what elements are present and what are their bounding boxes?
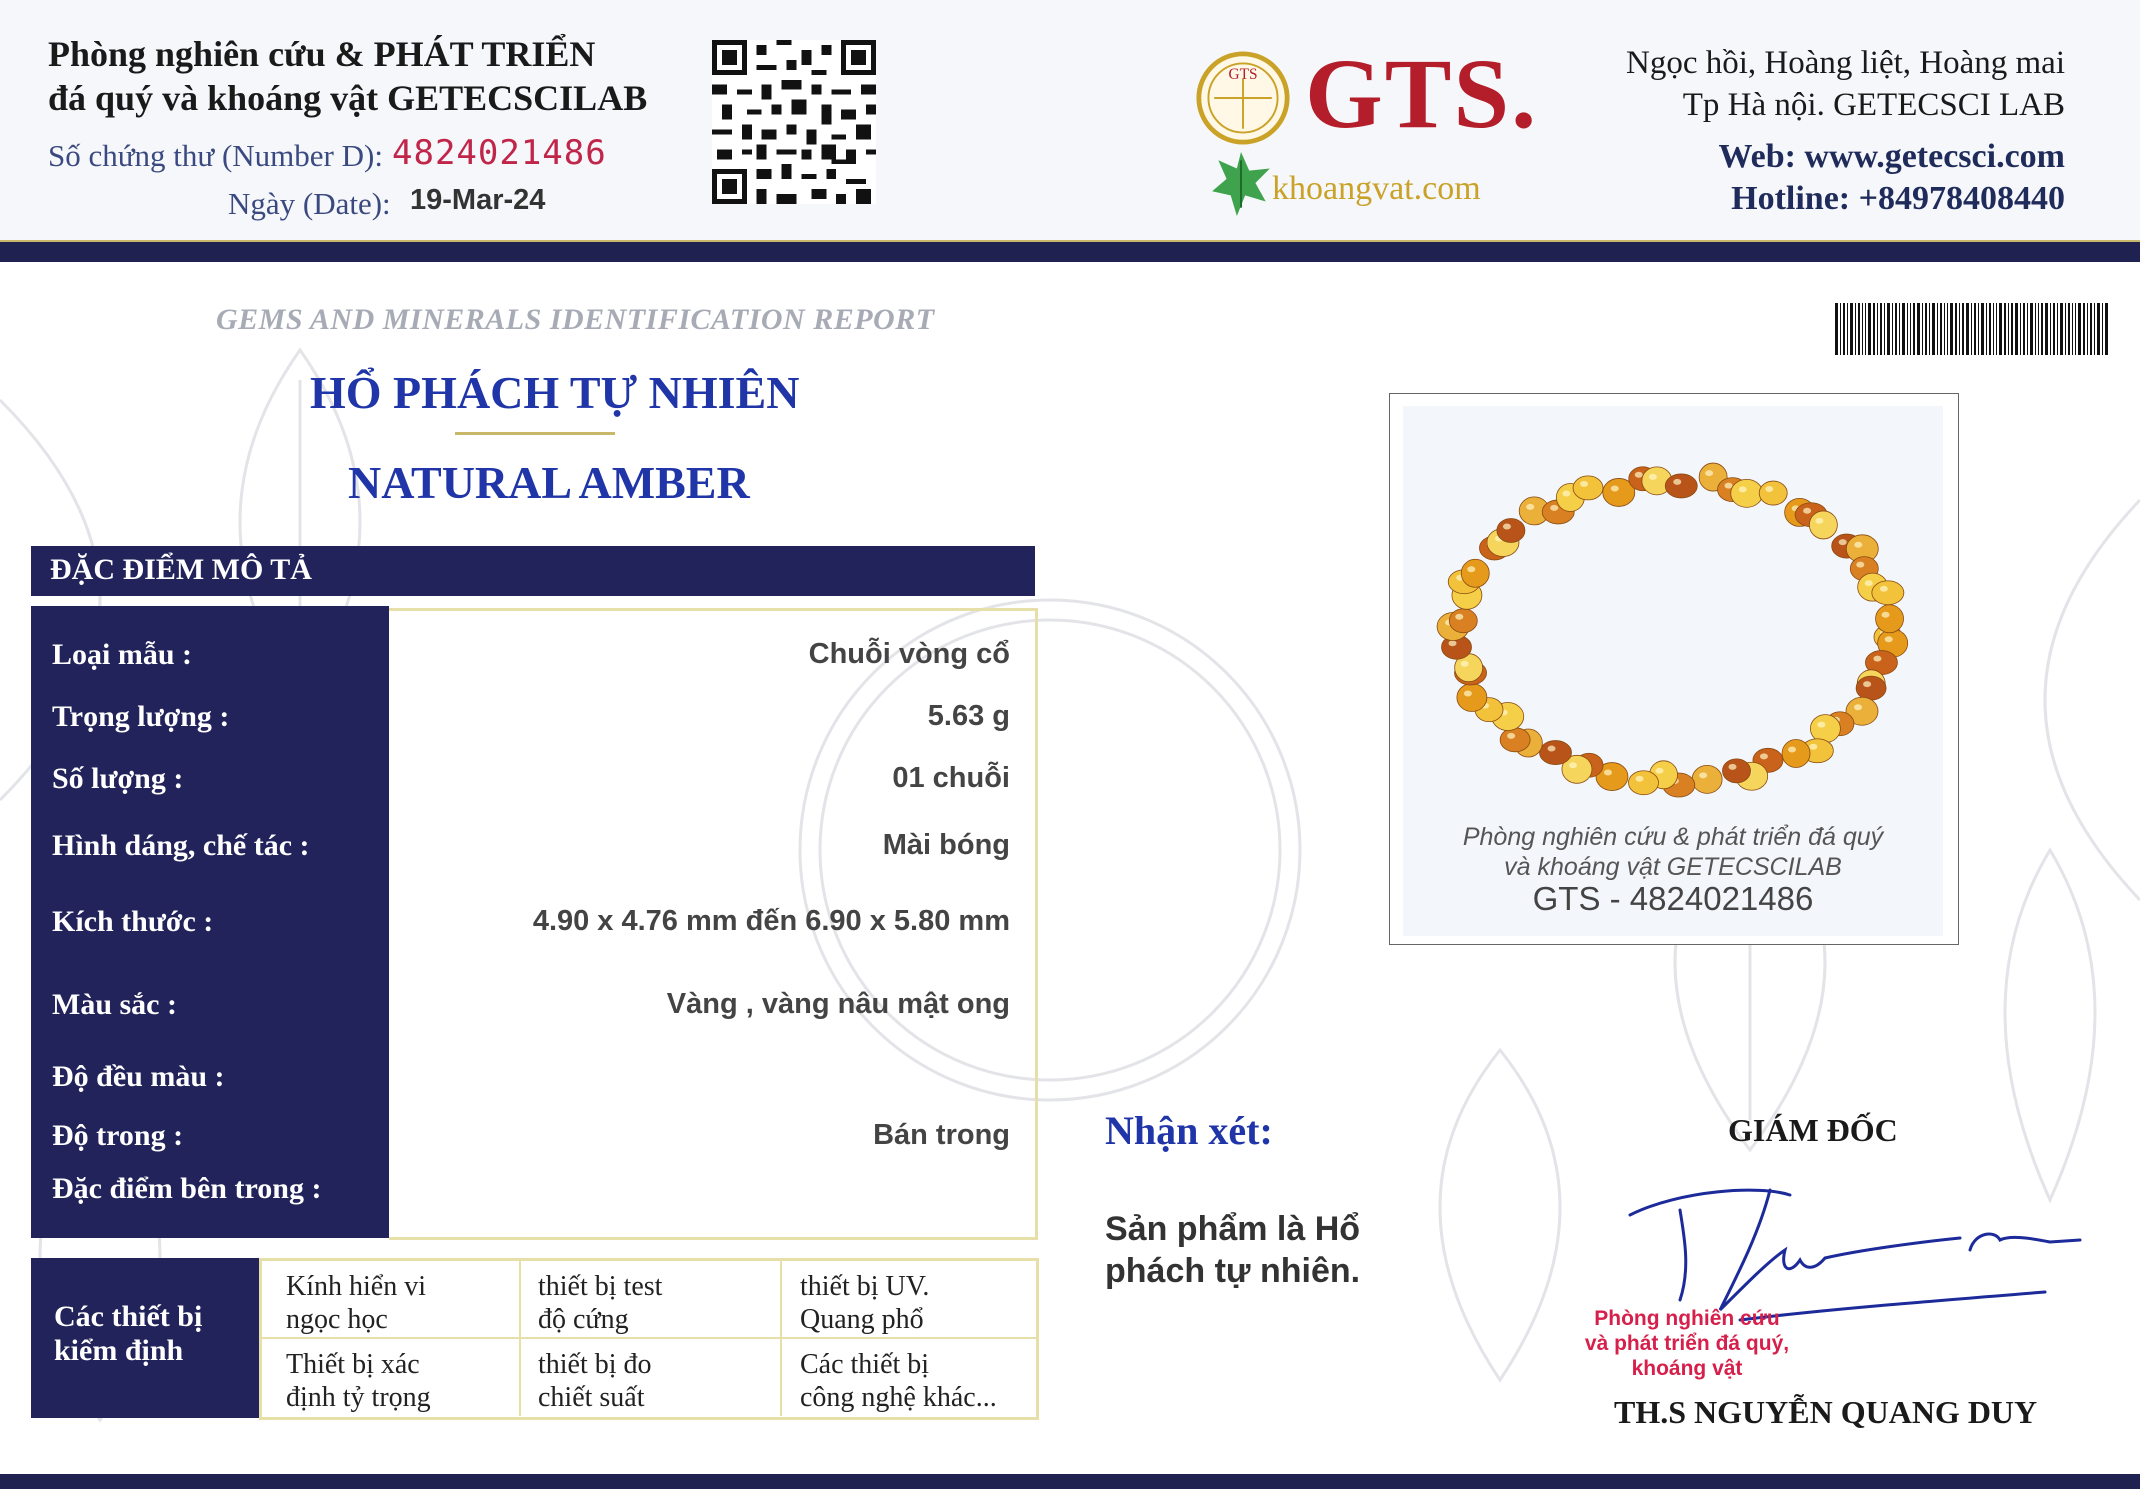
label-dimensions: Kích thước :: [52, 905, 214, 938]
address-line2: Tp Hà nội. GETECSCI LAB: [1682, 87, 2065, 123]
description-heading: ĐẶC ĐIỂM MÔ TẢ: [50, 553, 312, 586]
amber-bead-highlight: [1656, 768, 1664, 774]
cert-number-label: Số chứng thư (Number D):: [48, 138, 383, 173]
equipment-cell-line2: định tỷ trọng: [286, 1382, 431, 1413]
lab-name-line2: đá quý và khoáng vật GETECSCILAB: [48, 78, 648, 118]
value-weight: 5.63 g: [927, 700, 1010, 732]
amber-bead-highlight: [1449, 640, 1457, 646]
director-title: GIÁM ĐỐC: [1728, 1112, 1898, 1148]
photo-caption-line2: và khoáng vật GETECSCILAB: [1504, 853, 1842, 881]
amber-bead-highlight: [1863, 681, 1871, 687]
title-vietnamese: HỔ PHÁCH TỰ NHIÊN: [310, 367, 800, 418]
amber-bead-highlight: [1885, 636, 1893, 642]
value-transparency: Bán trong: [873, 1119, 1010, 1151]
amber-bead: [1809, 511, 1837, 539]
gts-seal-logo-icon: [1195, 50, 1291, 146]
address-line1: Ngọc hồi, Hoàng liệt, Hoàng mai: [1626, 45, 2065, 81]
amber-bead-highlight: [1635, 472, 1643, 478]
value-dimensions: 4.90 x 4.76 mm đến 6.90 x 5.80 mm: [532, 905, 1010, 937]
amber-bead-highlight: [1569, 762, 1577, 768]
amber-bead: [1497, 518, 1525, 542]
label-sample-type: Loại mẫu :: [52, 638, 193, 671]
amber-bead-highlight: [1526, 504, 1534, 510]
remarks-label: Nhận xét:: [1105, 1108, 1273, 1153]
date-label: Ngày (Date):: [228, 186, 391, 221]
value-color: Vàng , vàng nâu mật ong: [666, 988, 1010, 1020]
equipment-divider: [259, 1337, 1039, 1339]
amber-bead: [1457, 683, 1487, 711]
label-inclusions: Đặc điểm bên trong :: [52, 1172, 322, 1205]
amber-bead: [1759, 481, 1787, 505]
amber-bead-highlight: [1464, 690, 1472, 696]
amber-bead-highlight: [1803, 508, 1811, 514]
title-divider: [455, 432, 615, 435]
equipment-cell: [800, 1270, 929, 1336]
qr-code-icon[interactable]: [712, 40, 876, 204]
amber-bead-highlight: [1765, 486, 1773, 492]
amber-bead-highlight: [1788, 746, 1796, 752]
stamp-line3: khoáng vật: [1631, 1357, 1743, 1380]
brand-name: GTS.: [1305, 38, 1539, 149]
header-navy-bar: [0, 242, 2140, 262]
label-quantity: Số lượng :: [52, 762, 184, 795]
date-value: 19-Mar-24: [410, 184, 546, 216]
equipment-cell: [538, 1270, 662, 1336]
amber-bead-highlight: [1635, 776, 1643, 782]
equipment-cell-line1: thiết bị đo: [538, 1349, 652, 1380]
amber-bead: [1573, 476, 1603, 500]
amber-bead-highlight: [1739, 486, 1747, 492]
amber-bead-highlight: [1856, 562, 1864, 568]
label-shape-cut: Hình dáng, chế tác :: [52, 829, 310, 862]
website-link[interactable]: Web: www.getecsci.com: [1718, 138, 2065, 175]
signer-name: TH.S NGUYỄN QUANG DUY: [1614, 1394, 2038, 1430]
amber-bead-highlight: [1507, 733, 1515, 739]
cert-number: 4824021486: [392, 133, 607, 173]
amber-bead-highlight: [1873, 656, 1881, 662]
amber-bead-highlight: [1854, 542, 1862, 548]
amber-bead-highlight: [1880, 586, 1888, 592]
amber-bead-highlight: [1725, 483, 1733, 489]
equipment-heading: [54, 1300, 202, 1368]
amber-bead: [1461, 559, 1489, 587]
amber-bead-highlight: [1611, 485, 1619, 491]
equipment-cell-line1: thiết bị UV.: [800, 1271, 930, 1302]
hotline: Hotline: +84978408440: [1731, 180, 2065, 217]
amber-bead: [1628, 771, 1658, 795]
amber-bead-highlight: [1760, 753, 1768, 759]
amber-bead: [1449, 609, 1477, 633]
amber-bead-highlight: [1580, 481, 1588, 487]
equipment-cell-line1: thiết bị test: [538, 1271, 663, 1302]
remarks-text: Sản phẩm là Hổ phách tự nhiên.: [1105, 1210, 1361, 1290]
title-english: NATURAL AMBER: [348, 457, 750, 508]
lab-stamp: [1522, 1306, 1852, 1381]
contact-info: [1718, 136, 2065, 220]
label-color-uniformity: Độ đều màu :: [52, 1060, 225, 1093]
equipment-cell: [800, 1348, 997, 1414]
lab-name-line1: Phòng nghiên cứu & PHÁT TRIỂN: [48, 34, 596, 74]
gts-seal-text: GTS: [1228, 65, 1258, 83]
barcode-icon: [1835, 303, 2110, 355]
value-sample-type: Chuỗi vòng cổ: [808, 638, 1010, 670]
report-subtitle: GEMS AND MINERALS IDENTIFICATION REPORT: [216, 303, 935, 336]
equipment-cell-line1: Kính hiển vi: [286, 1271, 426, 1302]
value-quantity: 01 chuỗi: [892, 762, 1010, 794]
equipment-cell: [286, 1348, 431, 1414]
amber-bead-highlight: [1467, 566, 1475, 572]
amber-bead-highlight: [1548, 746, 1556, 752]
amber-bead: [1810, 715, 1840, 743]
lab-name: [48, 32, 647, 120]
amber-bead-highlight: [1550, 505, 1558, 511]
amber-bead-highlight: [1503, 523, 1511, 529]
amber-bead: [1872, 581, 1904, 605]
amber-bead: [1731, 479, 1763, 507]
leaf-logo-icon: [1210, 150, 1272, 218]
amber-bead-highlight: [1562, 490, 1570, 496]
amber-bead-highlight: [1839, 539, 1847, 545]
equipment-cell-line2: ngọc học: [286, 1304, 388, 1335]
label-color: Màu sắc :: [52, 988, 177, 1021]
amber-bead-highlight: [1865, 580, 1873, 586]
equipment-cell: [286, 1270, 426, 1336]
amber-bead-highlight: [1882, 612, 1890, 618]
amber-bead-highlight: [1673, 479, 1681, 485]
equipment-cell-line2: chiết suất: [538, 1382, 645, 1413]
value-shape-cut: Mài bóng: [882, 829, 1010, 861]
equipment-cell: [538, 1348, 652, 1414]
amber-bead-highlight: [1729, 764, 1737, 770]
amber-bead-highlight: [1815, 518, 1823, 524]
stamp-line1: Phòng nghiên cứu: [1594, 1307, 1780, 1330]
amber-bead: [1540, 741, 1572, 765]
label-transparency: Độ trong :: [52, 1119, 184, 1152]
amber-bead-highlight: [1817, 722, 1825, 728]
amber-bead-highlight: [1604, 770, 1612, 776]
equipment-cell-line2: Quang phổ: [800, 1304, 924, 1335]
amber-bead-highlight: [1809, 744, 1817, 750]
photo-caption: [1403, 822, 1943, 882]
equipment-cell-line2: công nghệ khác...: [800, 1382, 997, 1413]
equipment-cell-line2: độ cứng: [538, 1304, 629, 1335]
amber-bead-highlight: [1699, 772, 1707, 778]
amber-bead-highlight: [1455, 614, 1463, 620]
label-weight: Trọng lượng :: [52, 700, 230, 733]
stamp-line2: và phát triển đá quý,: [1584, 1332, 1790, 1355]
amber-bead: [1692, 765, 1722, 793]
equipment-cell-line1: Các thiết bị: [800, 1349, 930, 1380]
footer-navy-bar: [0, 1474, 2140, 1489]
equipment-heading-line2: kiểm định: [54, 1334, 184, 1367]
amber-bead-highlight: [1705, 470, 1713, 476]
amber-bead: [1782, 739, 1810, 767]
amber-bead: [1723, 759, 1751, 783]
equipment-heading-line1: Các thiết bị: [54, 1300, 203, 1333]
photo-caption-line1: Phòng nghiên cứu & phát triển đá quý: [1462, 823, 1884, 851]
equipment-cell-line1: Thiết bị xác: [286, 1349, 420, 1380]
amber-bead: [1500, 728, 1530, 752]
amber-bead-highlight: [1461, 661, 1469, 667]
amber-bracelet-image: [1403, 406, 1943, 806]
amber-bead: [1856, 676, 1886, 700]
address: [1626, 42, 2065, 126]
amber-bead-highlight: [1649, 474, 1657, 480]
amber-bead: [1665, 474, 1697, 498]
amber-bead-highlight: [1854, 704, 1862, 710]
amber-bead: [1876, 605, 1904, 633]
photo-id: GTS - 4824021486: [1532, 880, 1814, 917]
website-logo-text: khoangvat.com: [1272, 170, 1481, 207]
